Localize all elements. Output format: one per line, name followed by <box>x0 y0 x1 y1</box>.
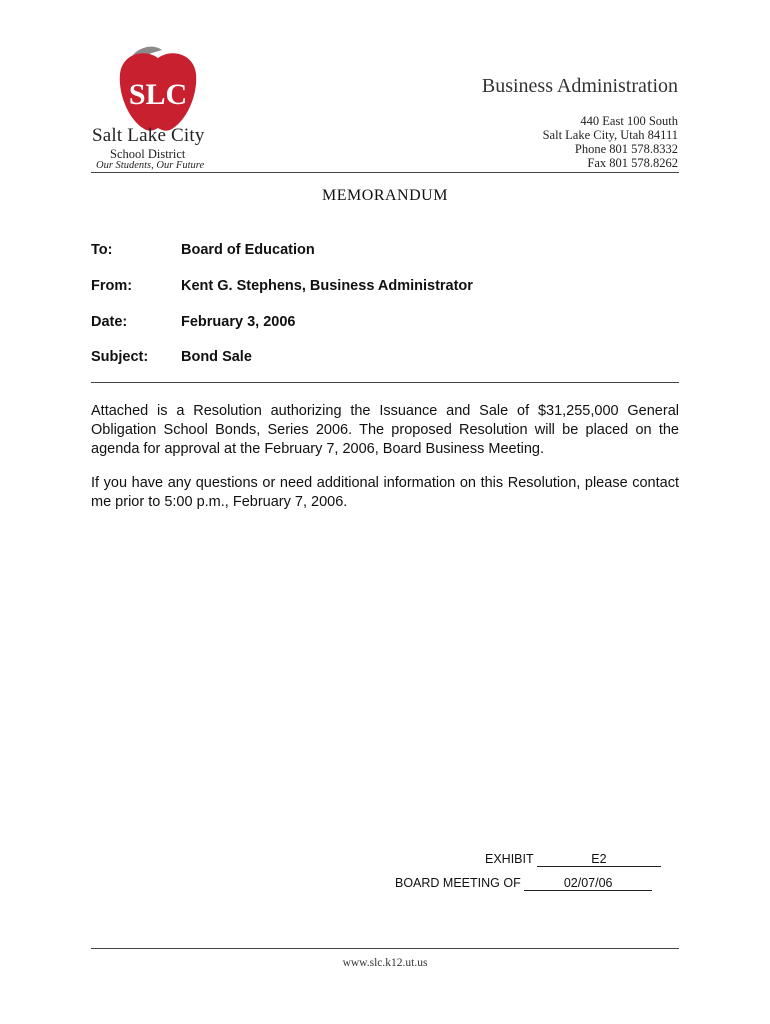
exhibit-line <box>485 852 661 867</box>
letterhead-divider <box>91 172 679 173</box>
from-label: From: <box>91 278 133 294</box>
footer-website: www.slc.k12.ut.us <box>342 957 428 969</box>
date-value: February 3, 2006 <box>181 314 296 330</box>
logo-monogram: SLC <box>128 78 188 111</box>
logo-district-name: Salt Lake City <box>92 125 205 146</box>
board-meeting-date: 02/07/06 <box>524 877 652 891</box>
body-paragraph-2: If you have any questions or need additional information on this Resolution, please contact me prior to 5:00 p.m., February 7, 2006. <box>91 475 679 510</box>
exhibit-value: E2 <box>537 853 661 867</box>
phone-number: Phone 801 578.8332 <box>574 142 678 156</box>
subject-label: Subject: <box>91 349 149 365</box>
address-line-1: 440 East 100 South <box>580 114 678 128</box>
memo-title: MEMORANDUM <box>322 187 448 204</box>
fax-number: Fax 801 578.8262 <box>587 156 678 170</box>
header-divider <box>91 382 679 383</box>
to-label: To: <box>91 242 113 258</box>
board-meeting-line <box>395 876 652 891</box>
address-line-2: Salt Lake City, Utah 84111 <box>542 128 678 142</box>
date-label: Date: <box>91 314 128 330</box>
department-name: Business Administration <box>481 75 678 97</box>
district-logo <box>88 44 228 134</box>
logo-tagline: Our Students, Our Future <box>96 160 205 171</box>
from-value: Kent G. Stephens, Business Administrator <box>181 278 473 294</box>
board-meeting-label: BOARD MEETING OF <box>395 876 521 890</box>
subject-value: Bond Sale <box>181 349 252 365</box>
body-paragraph-1: Attached is a Resolution authorizing the Issuance and Sale of $31,255,000 General Obligation School Bonds, Series 2006. The proposed Resolution will be placed on the agenda for approval at the February 7, 2006, Board Business Meeting. <box>91 403 679 457</box>
logo-district-sub: School District <box>110 147 186 161</box>
footer-divider <box>91 948 679 949</box>
exhibit-label: EXHIBIT <box>485 852 534 866</box>
to-value: Board of Education <box>181 242 315 258</box>
